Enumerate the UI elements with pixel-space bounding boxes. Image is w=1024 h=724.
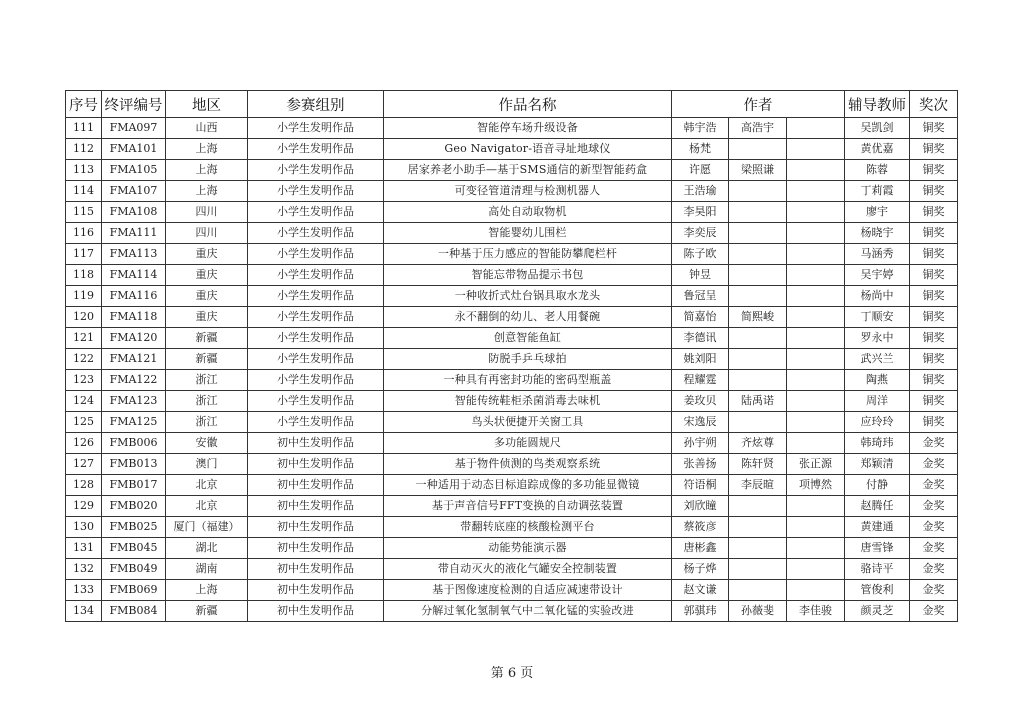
- cell-seq: 121: [66, 328, 102, 349]
- cell-code: FMA121: [102, 349, 166, 370]
- cell-code: FMB020: [102, 496, 166, 517]
- cell-seq: 112: [66, 139, 102, 160]
- cell-author-3: [787, 202, 845, 223]
- cell-title: 可变径管道清理与检测机器人: [384, 181, 672, 202]
- cell-seq: 118: [66, 265, 102, 286]
- cell-author-1: 李奕辰: [672, 223, 729, 244]
- award-table: [65, 90, 958, 622]
- table-row: [66, 349, 958, 370]
- cell-advisor: 骆诗平: [845, 559, 910, 580]
- cell-title: 带自动灭火的液化气罐安全控制装置: [384, 559, 672, 580]
- cell-seq: 114: [66, 181, 102, 202]
- cell-code: FMA116: [102, 286, 166, 307]
- cell-advisor: 马涵秀: [845, 244, 910, 265]
- cell-author-1: 杨梵: [672, 139, 729, 160]
- cell-author-2: [729, 559, 787, 580]
- cell-award: 铜奖: [910, 307, 958, 328]
- cell-award: 铜奖: [910, 391, 958, 412]
- table-row: [66, 244, 958, 265]
- cell-group: 初中生发明作品: [248, 496, 384, 517]
- cell-seq: 117: [66, 244, 102, 265]
- cell-author-2: 简熙峻: [729, 307, 787, 328]
- cell-title: 多功能圆规尺: [384, 433, 672, 454]
- cell-author-1: 韩宇浩: [672, 118, 729, 139]
- cell-author-1: 程耀霆: [672, 370, 729, 391]
- cell-seq: 134: [66, 601, 102, 622]
- cell-region: 重庆: [166, 286, 248, 307]
- cell-award: 铜奖: [910, 370, 958, 391]
- cell-advisor: 罗永中: [845, 328, 910, 349]
- cell-seq: 115: [66, 202, 102, 223]
- cell-advisor: 武兴兰: [845, 349, 910, 370]
- cell-advisor: 颜灵芝: [845, 601, 910, 622]
- cell-title: 永不翻倒的幼儿、老人用餐碗: [384, 307, 672, 328]
- table-row: [66, 118, 958, 139]
- table-row: [66, 139, 958, 160]
- cell-title: 居家养老小助手—基于SMS通信的新型智能药盒: [384, 160, 672, 181]
- cell-author-1: 李德讯: [672, 328, 729, 349]
- cell-seq: 125: [66, 412, 102, 433]
- cell-author-1: 郭骐玮: [672, 601, 729, 622]
- cell-author-1: 刘欣瞳: [672, 496, 729, 517]
- cell-group: 初中生发明作品: [248, 454, 384, 475]
- cell-region: 上海: [166, 160, 248, 181]
- cell-title: Geo Navigator-语音寻址地球仪: [384, 139, 672, 160]
- cell-code: FMB006: [102, 433, 166, 454]
- cell-author-3: [787, 538, 845, 559]
- cell-author-3: 李佳骏: [787, 601, 845, 622]
- cell-seq: 131: [66, 538, 102, 559]
- table-row: [66, 517, 958, 538]
- cell-region: 四川: [166, 223, 248, 244]
- cell-title: 基于物件侦测的鸟类观察系统: [384, 454, 672, 475]
- cell-author-1: 蔡筱彦: [672, 517, 729, 538]
- cell-title: 带翻转底座的核酸检测平台: [384, 517, 672, 538]
- cell-advisor: 韩琦玮: [845, 433, 910, 454]
- table-row: [66, 538, 958, 559]
- cell-seq: 133: [66, 580, 102, 601]
- table-row: [66, 475, 958, 496]
- header-seq: 序号: [66, 91, 102, 118]
- cell-group: 小学生发明作品: [248, 181, 384, 202]
- cell-author-2: [729, 265, 787, 286]
- header-region: 地区: [166, 91, 248, 118]
- cell-title: 智能传统鞋柜杀菌消毒去味机: [384, 391, 672, 412]
- cell-advisor: 黄建通: [845, 517, 910, 538]
- cell-region: 上海: [166, 580, 248, 601]
- cell-region: 浙江: [166, 391, 248, 412]
- table-row: [66, 307, 958, 328]
- cell-author-2: [729, 328, 787, 349]
- cell-author-1: 姚刘阳: [672, 349, 729, 370]
- cell-author-3: [787, 559, 845, 580]
- cell-region: 厦门（福建）: [166, 517, 248, 538]
- cell-award: 铜奖: [910, 118, 958, 139]
- cell-author-3: 张正源: [787, 454, 845, 475]
- cell-author-1: 张善扬: [672, 454, 729, 475]
- cell-author-2: [729, 244, 787, 265]
- cell-author-1: 姜玫贝: [672, 391, 729, 412]
- cell-author-2: [729, 538, 787, 559]
- table-row: [66, 160, 958, 181]
- cell-title: 动能势能演示器: [384, 538, 672, 559]
- cell-author-1: 唐彬鑫: [672, 538, 729, 559]
- table-row: [66, 412, 958, 433]
- cell-group: 小学生发明作品: [248, 139, 384, 160]
- cell-code: FMB084: [102, 601, 166, 622]
- cell-author-2: [729, 580, 787, 601]
- cell-seq: 122: [66, 349, 102, 370]
- table-body: [66, 118, 958, 622]
- cell-region: 山西: [166, 118, 248, 139]
- cell-advisor: 应玲玲: [845, 412, 910, 433]
- cell-author-2: 李辰暄: [729, 475, 787, 496]
- cell-award: 铜奖: [910, 286, 958, 307]
- cell-author-3: [787, 496, 845, 517]
- cell-region: 浙江: [166, 412, 248, 433]
- cell-title: 一种基于压力感应的智能防攀爬栏杆: [384, 244, 672, 265]
- table-row: [66, 223, 958, 244]
- cell-seq: 130: [66, 517, 102, 538]
- header-code: 终评编号: [102, 91, 166, 118]
- header-group: 参赛组别: [248, 91, 384, 118]
- cell-author-2: 梁照谦: [729, 160, 787, 181]
- cell-code: FMA125: [102, 412, 166, 433]
- cell-award: 金奖: [910, 517, 958, 538]
- table-row: [66, 454, 958, 475]
- cell-region: 新疆: [166, 349, 248, 370]
- cell-advisor: 黄优嘉: [845, 139, 910, 160]
- cell-group: 初中生发明作品: [248, 538, 384, 559]
- cell-author-3: [787, 118, 845, 139]
- cell-group: 小学生发明作品: [248, 202, 384, 223]
- cell-seq: 129: [66, 496, 102, 517]
- cell-author-2: 高浩宇: [729, 118, 787, 139]
- cell-region: 重庆: [166, 307, 248, 328]
- cell-award: 金奖: [910, 496, 958, 517]
- cell-code: FMB069: [102, 580, 166, 601]
- table-row: [66, 601, 958, 622]
- cell-award: 铜奖: [910, 223, 958, 244]
- cell-group: 小学生发明作品: [248, 286, 384, 307]
- cell-code: FMA107: [102, 181, 166, 202]
- cell-region: 四川: [166, 202, 248, 223]
- cell-author-3: [787, 181, 845, 202]
- cell-region: 重庆: [166, 265, 248, 286]
- cell-region: 北京: [166, 475, 248, 496]
- cell-advisor: 丁莉霞: [845, 181, 910, 202]
- cell-author-3: [787, 307, 845, 328]
- cell-group: 初中生发明作品: [248, 601, 384, 622]
- cell-author-2: [729, 349, 787, 370]
- cell-group: 初中生发明作品: [248, 580, 384, 601]
- header-title: 作品名称: [384, 91, 672, 118]
- cell-advisor: 吴宇婷: [845, 265, 910, 286]
- cell-author-3: [787, 223, 845, 244]
- cell-region: 上海: [166, 181, 248, 202]
- cell-advisor: 丁顺安: [845, 307, 910, 328]
- cell-region: 湖南: [166, 559, 248, 580]
- cell-code: FMA118: [102, 307, 166, 328]
- cell-advisor: 郑颖清: [845, 454, 910, 475]
- cell-award: 金奖: [910, 475, 958, 496]
- cell-author-3: [787, 517, 845, 538]
- cell-code: FMA120: [102, 328, 166, 349]
- cell-author-1: 赵文谦: [672, 580, 729, 601]
- table-row: [66, 328, 958, 349]
- cell-advisor: 周洋: [845, 391, 910, 412]
- cell-code: FMB017: [102, 475, 166, 496]
- cell-author-2: 陆禹诺: [729, 391, 787, 412]
- cell-author-3: [787, 412, 845, 433]
- cell-seq: 126: [66, 433, 102, 454]
- cell-award: 铜奖: [910, 244, 958, 265]
- cell-author-3: [787, 391, 845, 412]
- cell-code: FMB013: [102, 454, 166, 475]
- cell-author-2: [729, 517, 787, 538]
- cell-award: 铜奖: [910, 349, 958, 370]
- cell-author-3: [787, 265, 845, 286]
- cell-title: 智能婴幼儿围栏: [384, 223, 672, 244]
- cell-author-1: 王浩瑜: [672, 181, 729, 202]
- table-row: [66, 433, 958, 454]
- cell-award: 金奖: [910, 433, 958, 454]
- cell-author-3: [787, 244, 845, 265]
- table-row: [66, 559, 958, 580]
- cell-award: 金奖: [910, 601, 958, 622]
- cell-region: 北京: [166, 496, 248, 517]
- cell-author-3: [787, 328, 845, 349]
- header-advisor: 辅导教师: [845, 91, 910, 118]
- cell-code: FMA113: [102, 244, 166, 265]
- cell-author-2: [729, 223, 787, 244]
- cell-advisor: 赵腾任: [845, 496, 910, 517]
- cell-title: 鸟头状便捷开关窗工具: [384, 412, 672, 433]
- cell-author-2: [729, 181, 787, 202]
- cell-author-1: 鲁冠呈: [672, 286, 729, 307]
- cell-group: 初中生发明作品: [248, 559, 384, 580]
- cell-author-1: 符语桐: [672, 475, 729, 496]
- page-number: 第 6 页: [490, 666, 534, 681]
- cell-award: 金奖: [910, 580, 958, 601]
- cell-author-3: [787, 349, 845, 370]
- cell-author-2: [729, 139, 787, 160]
- cell-author-1: 杨子烨: [672, 559, 729, 580]
- cell-group: 小学生发明作品: [248, 412, 384, 433]
- cell-title: 一种收折式灶台锅具取水龙头: [384, 286, 672, 307]
- cell-group: 小学生发明作品: [248, 349, 384, 370]
- cell-author-2: [729, 496, 787, 517]
- table-row: [66, 580, 958, 601]
- cell-seq: 123: [66, 370, 102, 391]
- cell-author-1: 钟昱: [672, 265, 729, 286]
- cell-author-3: [787, 370, 845, 391]
- cell-region: 浙江: [166, 370, 248, 391]
- cell-author-3: [787, 160, 845, 181]
- cell-award: 金奖: [910, 454, 958, 475]
- cell-seq: 120: [66, 307, 102, 328]
- cell-group: 小学生发明作品: [248, 265, 384, 286]
- cell-award: 金奖: [910, 538, 958, 559]
- cell-seq: 119: [66, 286, 102, 307]
- cell-author-3: [787, 139, 845, 160]
- table-row: [66, 370, 958, 391]
- cell-title: 一种具有再密封功能的密码型瓶盖: [384, 370, 672, 391]
- cell-advisor: 陶燕: [845, 370, 910, 391]
- cell-author-2: [729, 370, 787, 391]
- cell-title: 一种适用于动态目标追踪成像的多功能显微镜: [384, 475, 672, 496]
- cell-group: 小学生发明作品: [248, 307, 384, 328]
- cell-code: FMA114: [102, 265, 166, 286]
- cell-award: 铜奖: [910, 412, 958, 433]
- cell-code: FMA111: [102, 223, 166, 244]
- cell-title: 防脱手乒乓球拍: [384, 349, 672, 370]
- cell-code: FMA105: [102, 160, 166, 181]
- cell-author-3: [787, 433, 845, 454]
- cell-title: 智能停车场升级设备: [384, 118, 672, 139]
- cell-title: 基于图像速度检测的自适应减速带设计: [384, 580, 672, 601]
- cell-author-2: [729, 286, 787, 307]
- cell-group: 小学生发明作品: [248, 160, 384, 181]
- cell-advisor: 杨尚中: [845, 286, 910, 307]
- table-row: [66, 202, 958, 223]
- cell-code: FMB049: [102, 559, 166, 580]
- cell-seq: 124: [66, 391, 102, 412]
- cell-author-2: 陈轩贤: [729, 454, 787, 475]
- table-row: [66, 496, 958, 517]
- cell-award: 铜奖: [910, 139, 958, 160]
- cell-seq: 116: [66, 223, 102, 244]
- cell-title: 智能忘带物品提示书包: [384, 265, 672, 286]
- cell-group: 小学生发明作品: [248, 370, 384, 391]
- cell-author-3: [787, 286, 845, 307]
- cell-award: 铜奖: [910, 160, 958, 181]
- cell-advisor: 付静: [845, 475, 910, 496]
- cell-seq: 127: [66, 454, 102, 475]
- cell-code: FMB025: [102, 517, 166, 538]
- cell-group: 小学生发明作品: [248, 223, 384, 244]
- cell-title: 分解过氧化氢制氧气中二氧化锰的实验改进: [384, 601, 672, 622]
- cell-seq: 132: [66, 559, 102, 580]
- cell-code: FMA108: [102, 202, 166, 223]
- cell-advisor: 廖宇: [845, 202, 910, 223]
- cell-author-2: 齐炫尊: [729, 433, 787, 454]
- cell-group: 初中生发明作品: [248, 433, 384, 454]
- cell-author-3: [787, 580, 845, 601]
- cell-advisor: 吴凯剑: [845, 118, 910, 139]
- cell-seq: 113: [66, 160, 102, 181]
- cell-group: 小学生发明作品: [248, 244, 384, 265]
- cell-region: 重庆: [166, 244, 248, 265]
- cell-award: 金奖: [910, 559, 958, 580]
- cell-region: 湖北: [166, 538, 248, 559]
- cell-seq: 111: [66, 118, 102, 139]
- cell-author-2: [729, 412, 787, 433]
- cell-region: 新疆: [166, 328, 248, 349]
- cell-advisor: 唐雪锋: [845, 538, 910, 559]
- cell-advisor: 管俊利: [845, 580, 910, 601]
- cell-author-1: 孙宇朔: [672, 433, 729, 454]
- header-award: 奖次: [910, 91, 958, 118]
- table-row: [66, 181, 958, 202]
- table-row: [66, 286, 958, 307]
- cell-advisor: 陈蓉: [845, 160, 910, 181]
- cell-author-1: 李昊阳: [672, 202, 729, 223]
- table-row: [66, 265, 958, 286]
- cell-title: 基于声音信号FFT变换的自动调弦装置: [384, 496, 672, 517]
- cell-region: 安徽: [166, 433, 248, 454]
- cell-group: 初中生发明作品: [248, 517, 384, 538]
- table-row: [66, 391, 958, 412]
- cell-advisor: 杨晓宇: [845, 223, 910, 244]
- cell-author-2: [729, 202, 787, 223]
- cell-code: FMA101: [102, 139, 166, 160]
- cell-author-1: 许愿: [672, 160, 729, 181]
- cell-author-1: 宋逸辰: [672, 412, 729, 433]
- cell-award: 铜奖: [910, 181, 958, 202]
- cell-region: 新疆: [166, 601, 248, 622]
- cell-code: FMA122: [102, 370, 166, 391]
- cell-author-1: 简嘉怡: [672, 307, 729, 328]
- cell-code: FMA123: [102, 391, 166, 412]
- cell-region: 上海: [166, 139, 248, 160]
- cell-title: 创意智能鱼缸: [384, 328, 672, 349]
- cell-group: 初中生发明作品: [248, 475, 384, 496]
- cell-seq: 128: [66, 475, 102, 496]
- cell-code: FMA097: [102, 118, 166, 139]
- cell-title: 高处自动取物机: [384, 202, 672, 223]
- cell-group: 小学生发明作品: [248, 391, 384, 412]
- cell-award: 铜奖: [910, 328, 958, 349]
- cell-author-3: 项博然: [787, 475, 845, 496]
- header-row: [66, 91, 958, 118]
- cell-code: FMB045: [102, 538, 166, 559]
- cell-group: 小学生发明作品: [248, 328, 384, 349]
- cell-author-2: 孙薇斐: [729, 601, 787, 622]
- cell-region: 澳门: [166, 454, 248, 475]
- cell-group: 小学生发明作品: [248, 118, 384, 139]
- cell-award: 铜奖: [910, 265, 958, 286]
- header-authors: 作者: [672, 91, 845, 118]
- cell-award: 铜奖: [910, 202, 958, 223]
- cell-author-1: 陈子欧: [672, 244, 729, 265]
